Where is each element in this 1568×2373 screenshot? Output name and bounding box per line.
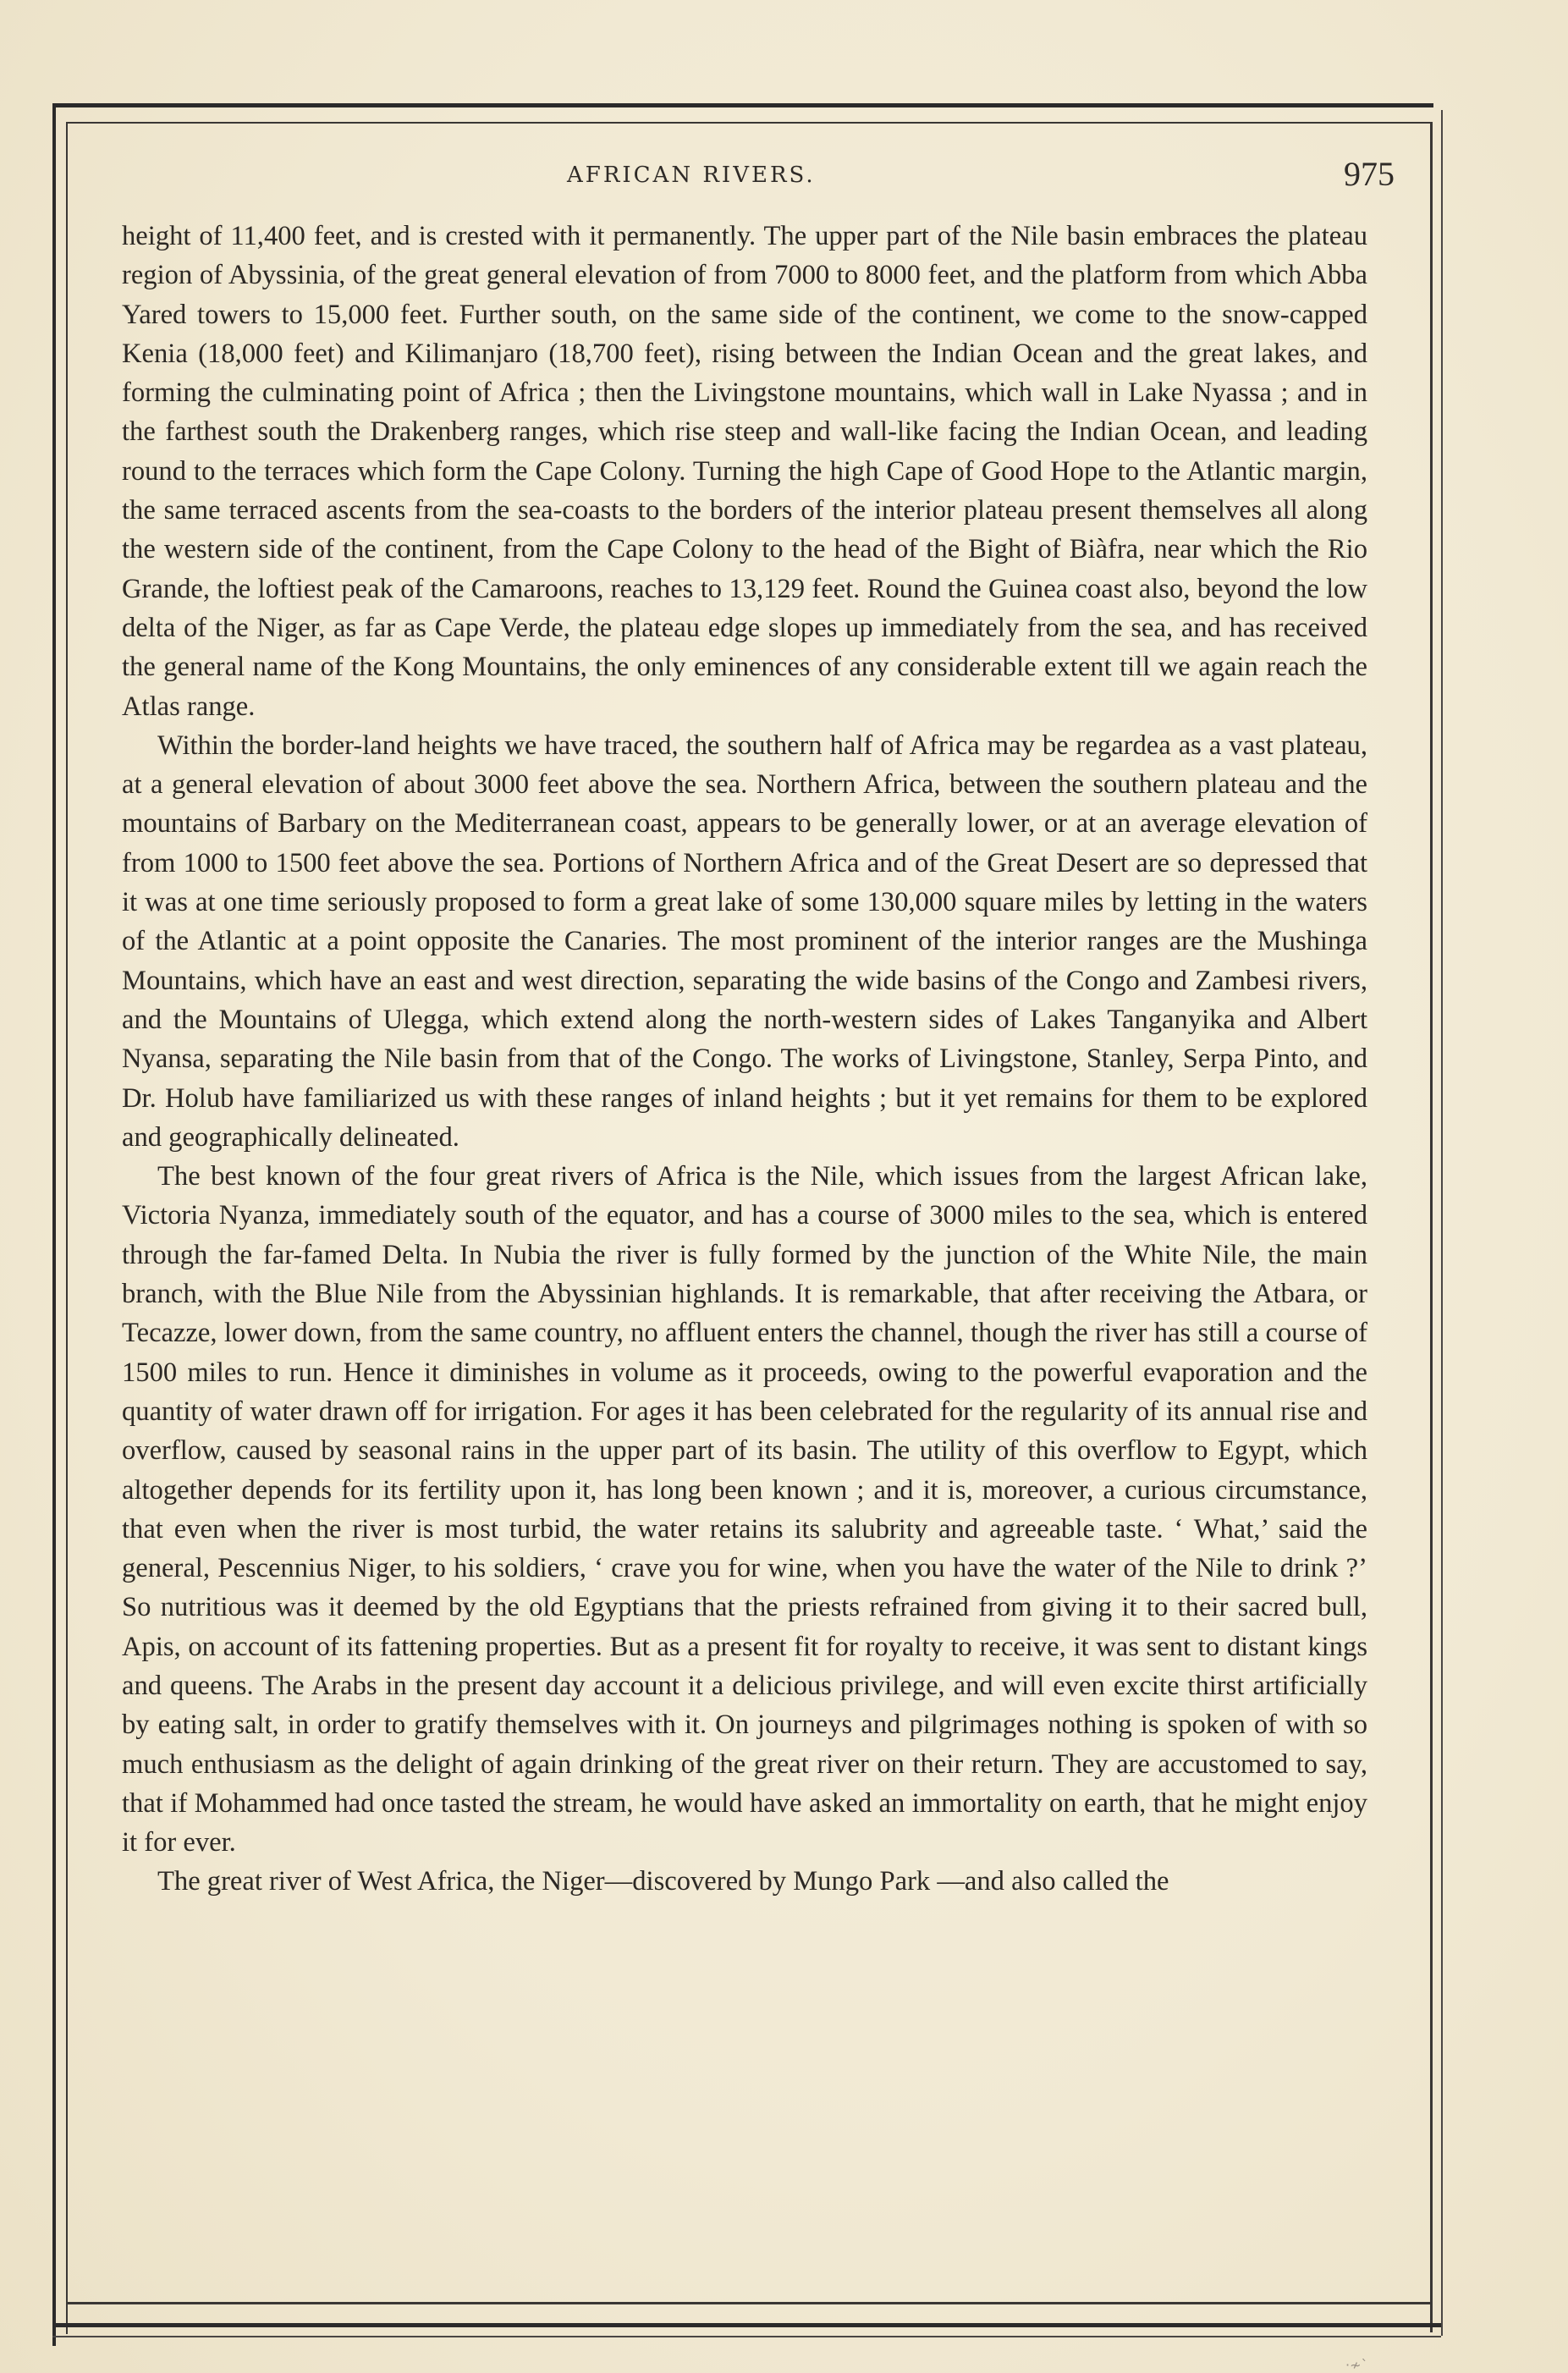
frame-left-inner-rule (66, 122, 68, 2334)
page-number: 975 (1344, 155, 1395, 193)
paragraph-4: The great river of West Africa, the Niger—discovered by Mungo Park —and also called the (157, 1866, 1169, 1897)
running-head: AFRICAN RIVERS. (567, 162, 816, 188)
paragraph-3: The best known of the four great rivers of Africa is the Nile, which issues from the largest African lake, Victoria Nyanza, immediately south of the equator, and has a course of 3000 miles to the sea, which is entered through the far-famed Delta. In Nubia the river is fully formed by the junction of the White Nile, the main branch, with the Blue Nile from the Abyssinian highlands. It is remarkable, that after receiving the Atbara, or Tecazze, lower down, from the same country, no affluent enters the channel, though the river has still a course of 1500 miles to run. Hence it diminishes in volume as it proceeds, owing to the powerful evaporation and the quantity of water drawn off for irrigation. For ages it has been celebrated for the regularity of its annual rise and overflow, caused by seasonal rains in the upper part of its basin. The utility of this overflow to Egypt, which altogether depends for its fertility upon it, has long been known ; and it is, moreover, a curious circumstance, that even when the river is most turbid, the water retains its salubrity and agreeable taste. ‘ What,’ said the general, Pescennius Niger, to his soldiers, ‘ crave you for wine, when you have the water of the Nile to drink ?’ So nutritious was it deemed by the old Egyptians that the priests refrained from giving it to their sacred bull, Apis, on account of its fattening properties. But as a present fit for royalty to receive, it was sent to distant kings and queens. The Arabs in the present day account it a delicious privilege, and will even excite thirst artificially by eating salt, in order to gratify themselves with it. On journeys and pilgrimages nothing is spoken of with so much enthusiasm as the delight of again drinking of the great river on their return. They are accustomed to say, that if Mohammed had once tasted the stream, he would have asked an immortality on earth, that he might enjoy it for ever. (122, 1161, 1367, 1858)
frame-top-rule (52, 103, 1433, 107)
stray-ink-mark: ·≁ˋ (1345, 2357, 1368, 2373)
body-text (122, 217, 1367, 1902)
frame-left-rule (52, 103, 56, 2346)
frame-bottom-rule (52, 2323, 1441, 2327)
frame-bottom-inner-rule (66, 2302, 1433, 2304)
frame-right-rule (1430, 122, 1433, 2332)
frame-right-outer-rule (1441, 110, 1443, 2336)
paragraph-1: height of 11,400 feet, and is crested with it permanently. The upper part of the Nile basin embraces the plateau region of Abyssinia, of the great general elevation of from 7000 to 8000 feet, and the platform from which Abba Yared towers to 15,000 feet. Further south, on the same side of the continent, we come to the snow-capped Kenia (18,000 feet) and Kilimanjaro (18,700 feet), rising between the Indian Ocean and the great lakes, and forming the culminating point of Africa ; then the Livingstone mountains, which wall in Lake Nyassa ; and in the farthest south the Drakenberg ranges, which rise steep and wall-like facing the Indian Ocean, and leading round to the terraces which form the Cape Colony. Turning the high Cape of Good Hope to the Atlantic margin, the same terraced ascents from the sea-coasts to the borders of the interior plateau present themselves all along the western side of the continent, from the Cape Colony to the head of the Bight of Biàfra, near which the Rio Grande, the loftiest peak of the Camaroons, reaches to 13,129 feet. Round the Guinea coast also, beyond the low delta of the Niger, as far as Cape Verde, the plateau edge slopes up immediately from the sea, and has received the general name of the Kong Mountains, the only eminences of any considerable extent till we again reach the Atlas range. (122, 221, 1367, 722)
frame-top-inner-rule (66, 122, 1430, 124)
frame-bottom-outer-rule (52, 2336, 1441, 2337)
paragraph-2: Within the border-land heights we have traced, the southern half of Africa may be regardea as a vast plateau, at a general elevation of about 3000 feet above the sea. Northern Africa, between the southern plateau and the mountains of Barbary on the Mediterranean coast, appears to be generally lower, or at an average elevation of from 1000 to 1500 feet above the sea. Portions of Northern Africa and of the Great Desert are so depressed that it was at one time seriously proposed to form a great lake of some 130,000 square miles by letting in the waters of the Atlantic at a point opposite the Canaries. The most prominent of the interior ranges are the Mushinga Mountains, which have an east and west direction, separating the wide basins of the Congo and Zambesi rivers, and the Mountains of Ulegga, which extend along the north-western sides of Lakes Tanganyika and Albert Nyansa, separating the Nile basin from that of the Congo. The works of Livingstone, Stanley, Serpa Pinto, and Dr. Holub have familiarized us with these ranges of inland heights ; but it yet remains for them to be explored and geographically delineated. (122, 730, 1367, 1153)
